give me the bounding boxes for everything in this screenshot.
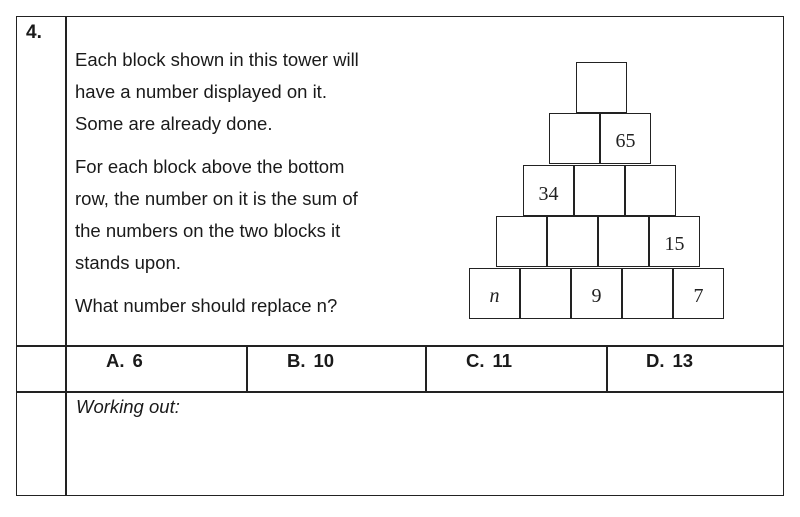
tower-block xyxy=(547,216,598,267)
choice-d[interactable] xyxy=(646,350,693,372)
tower-block xyxy=(496,216,547,267)
question-ask xyxy=(75,290,445,322)
rule-line: stands upon. xyxy=(75,252,181,273)
intro-line: Each block shown in this tower will xyxy=(75,49,359,70)
prompt-choices-divider xyxy=(16,345,784,347)
rule-line: row, the number on it is the sum of xyxy=(75,188,358,209)
rule-line: For each block above the bottom xyxy=(75,156,345,177)
choice-b[interactable] xyxy=(287,350,334,372)
choice-divider-3 xyxy=(606,345,608,391)
choice-letter: A. xyxy=(106,350,125,371)
rule-text xyxy=(75,151,445,279)
choice-value: 13 xyxy=(672,350,694,371)
choice-a[interactable] xyxy=(106,350,143,372)
choice-letter: C. xyxy=(466,350,485,371)
tower-block: 9 xyxy=(571,268,622,319)
tower-block xyxy=(598,216,649,267)
tower-block: 15 xyxy=(649,216,700,267)
intro-line: have a number displayed on it. xyxy=(75,81,327,102)
choices-working-divider xyxy=(16,391,784,393)
tower-block xyxy=(625,165,676,216)
choice-value: 11 xyxy=(492,350,513,371)
ask-line: What number should replace n? xyxy=(75,295,338,316)
choice-c[interactable] xyxy=(466,350,512,372)
tower-block-n: n xyxy=(469,268,520,319)
tower-block xyxy=(549,113,600,164)
tower-block: 7 xyxy=(673,268,724,319)
tower-block xyxy=(574,165,625,216)
tower-block xyxy=(622,268,673,319)
choice-value: 6 xyxy=(132,350,143,371)
tower-block xyxy=(520,268,571,319)
question-number: 4. xyxy=(26,22,42,43)
choice-divider-1 xyxy=(246,345,248,391)
tower-block xyxy=(576,62,627,113)
working-out-area[interactable] xyxy=(67,420,783,494)
choice-divider-2 xyxy=(425,345,427,391)
tower-block: 65 xyxy=(600,113,651,164)
choice-letter: D. xyxy=(646,350,665,371)
intro-line: Some are already done. xyxy=(75,113,273,134)
choice-letter: B. xyxy=(287,350,306,371)
rule-line: the numbers on the two blocks it xyxy=(75,220,341,241)
tower-block: 34 xyxy=(523,165,574,216)
choice-value: 10 xyxy=(313,350,335,371)
intro-text xyxy=(75,44,445,140)
working-out-label: Working out: xyxy=(76,396,180,417)
